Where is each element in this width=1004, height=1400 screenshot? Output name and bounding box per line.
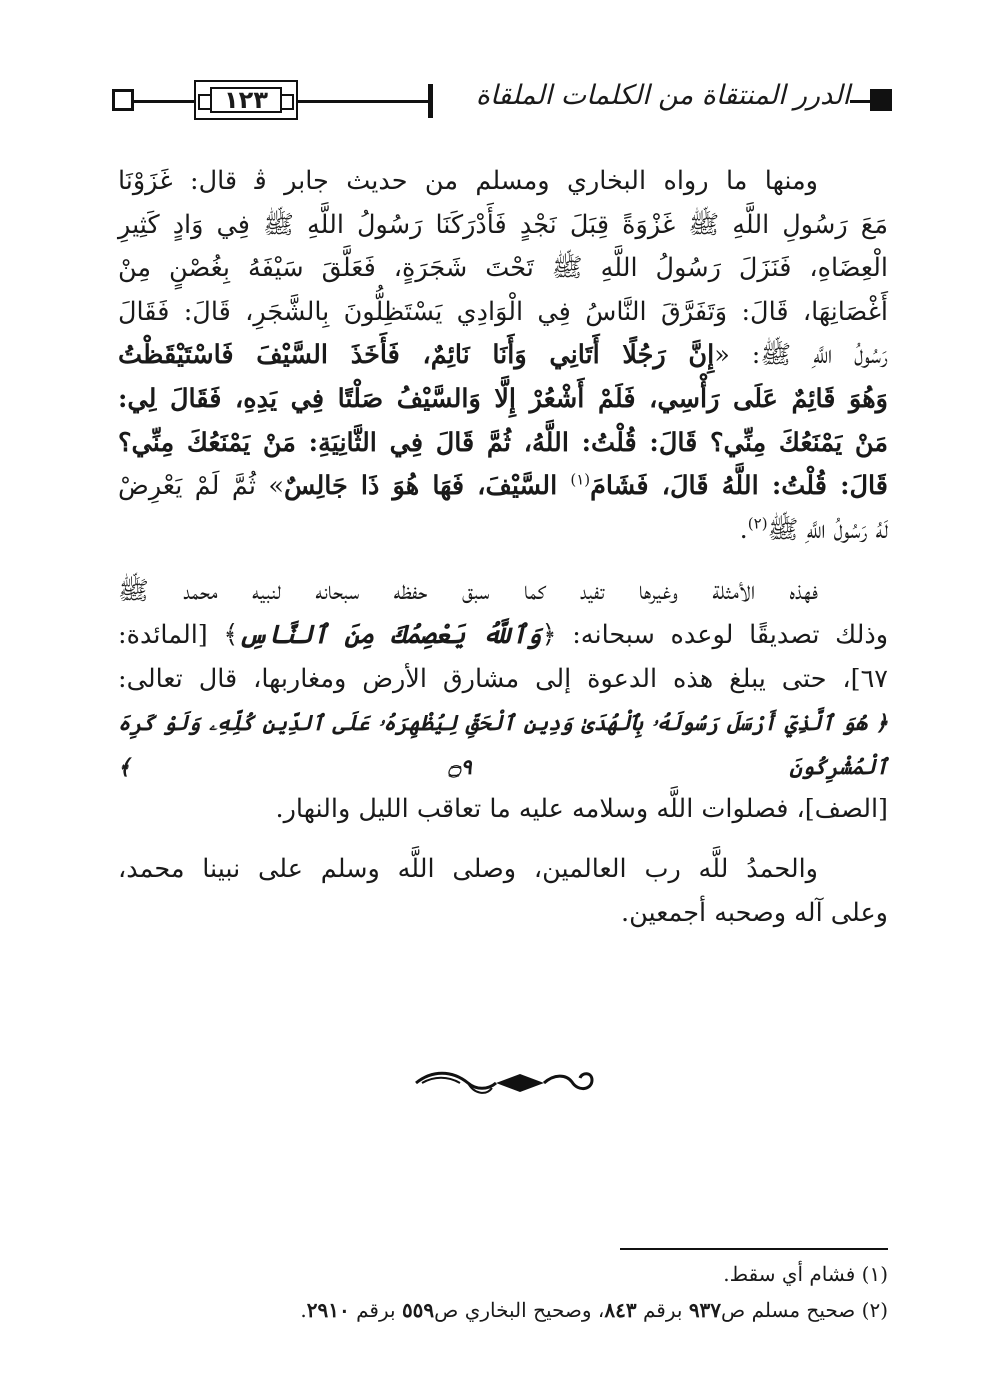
footnote-ref[interactable]: (٢) bbox=[747, 514, 768, 533]
text-segment: برقم bbox=[349, 1298, 402, 1322]
header-divider-bar bbox=[428, 84, 433, 118]
text-line: ٦٧]، حتى يبلغ هذه الدعوة إلى مشارق الأرض ومغاربها، قال تعالى: bbox=[118, 663, 888, 694]
footnote-separator bbox=[620, 1248, 888, 1250]
text-line: [الصف]، فصلوات اللَّه وسلامه عليه ما تعاقب الليل والنهار. bbox=[275, 794, 888, 825]
header-rule-left bbox=[134, 100, 194, 103]
page-body bbox=[118, 160, 888, 935]
text-segment: ﴾ [المائدة: bbox=[118, 619, 239, 650]
page-ref: ٩٣٧ bbox=[688, 1298, 722, 1322]
text-line: ومنها ما رواه البخاري ومسلم من حديث جابر ﭬ قال: غَزَوْنَا bbox=[118, 166, 818, 196]
footnote-2 bbox=[128, 1292, 888, 1328]
text-line: أَغْصَانِهَا، قَالَ: وَتَفَرَّقَ النَّاسُ فِي الْوَادِي يَسْتَظِلُّونَ بِالشَّجَرِ، قَالَ: فَقَالَ bbox=[118, 296, 888, 327]
header-rule-middle bbox=[298, 100, 428, 103]
text-line: مَعَ رَسُولِ اللَّهِ ﷺ غَزْوَةً قِبَلَ نَجْدٍ فَأَدْرَكَنَا رَسُولُ اللَّهِ ﷺ فِي وَادٍ كَثِيرِ bbox=[118, 209, 888, 240]
hadith-number: ٨٤٣ bbox=[604, 1298, 637, 1322]
text-line bbox=[118, 334, 888, 378]
text-segment: . bbox=[739, 514, 748, 545]
page-ref: ٥٥٩ bbox=[401, 1298, 435, 1322]
hadith-quote: إِنَّ رَجُلًا أَتَانِي وَأَنَا نَائِمٌ، فَأَخَذَ السَّيْفَ فَاسْتَيْقَظْتُ bbox=[118, 340, 715, 371]
text-segment: . bbox=[300, 1298, 307, 1322]
header-rule-right bbox=[850, 100, 870, 103]
quran-verse-line: ﴿ هُوَ ٱلَّذِيٓ أَرْسَلَ رَسُولَهُۥ بِٱلْهُدَىٰ وَدِينِ ٱلْحَقِّ لِيُظْهِرَهُۥ عَلَى ٱلدِّينِ كُلِّهِۦ وَلَوْ كَرِهَ ٱلْمُشْرِكُونَ ۝٩ ﴾ bbox=[118, 710, 888, 779]
text-line: الْعِضَاهِ، فَنَزَلَ رَسُولُ اللَّهِ ﷺ تَحْتَ شَجَرَةٍ، فَعَلَّقَ سَيْفَهُ بِغُصْنٍ مِنْ bbox=[118, 253, 888, 284]
frame-knot-left bbox=[198, 94, 212, 110]
hadith-quote-line: مَنْ يَمْنَعُكَ مِنِّي؟ قَالَ: قُلْتُ: اللَّهُ، ثُمَّ قَالَ فِي الثَّانِيَةِ: مَنْ يَمْنَعُكَ مِنِّي؟ bbox=[118, 427, 888, 458]
text-line bbox=[118, 614, 888, 658]
text-segment: وذلك تصديقًا لوعده سبحانه: ﴿ bbox=[541, 619, 889, 650]
header-square-outline bbox=[112, 89, 134, 111]
text-line: والحمدُ للَّه رب العالمين، وصلى اللَّه وسلم على نبينا محمد، bbox=[118, 853, 818, 884]
text-line bbox=[118, 465, 888, 509]
hadith-quote: قَالَ: قُلْتُ: اللَّهُ قَالَ، فَشَامَ bbox=[590, 471, 888, 502]
text-line bbox=[118, 509, 888, 553]
hadith-number: ٢٩١٠ bbox=[306, 1298, 350, 1322]
book-title: الدرر المنتقاة من الكلمات الملقاة bbox=[475, 80, 850, 111]
frame-knot-right bbox=[280, 94, 294, 110]
text-segment: برقم bbox=[636, 1298, 689, 1322]
footnotes bbox=[128, 1256, 888, 1328]
text-line: فهذه الأمثلة وغيرها تفيد كما سبق حفظه سبحانه لنبيه محمد ﷺ bbox=[118, 576, 818, 607]
commentary-paragraph bbox=[118, 570, 888, 832]
closing-paragraph bbox=[118, 848, 888, 935]
running-header bbox=[112, 78, 892, 126]
page-number-frame bbox=[194, 80, 298, 120]
page-number: ١٢٣ bbox=[224, 86, 268, 114]
hadith-quote: السَّيْفَ، فَهَا هُوَ ذَا جَالِسٌ bbox=[283, 471, 571, 502]
header-square-filled bbox=[870, 89, 892, 111]
hadith-quote-line: وَهُوَ قَائِمٌ عَلَى رَأْسِي، فَلَمْ أَشْعُرْ إِلَّا وَالسَّيْفُ صَلْتًا فِي يَدِهِ، فَقَالَ لِي: bbox=[118, 383, 888, 414]
end-ornament-icon bbox=[412, 1066, 596, 1100]
text-segment: (٢) صحيح مسلم ص bbox=[721, 1298, 888, 1322]
hadith-intro: رَسُولُ اللَّهِ ﷺ: « bbox=[714, 340, 888, 371]
text-segment: لَهُ رَسُولُ اللَّهِ ﷺ bbox=[767, 514, 888, 545]
text-line: وعلى آله وصحبه أجمعين. bbox=[621, 897, 888, 928]
footnote-ref[interactable]: (١) bbox=[570, 470, 591, 489]
text-segment: ، وصحيح البخاري ص bbox=[434, 1298, 605, 1322]
quran-verse: وَٱللَّهُ يَعْصِمُكَ مِنَ ٱلنَّاسِ bbox=[238, 619, 542, 650]
footnote-1: (١) فشام أي سقط. bbox=[723, 1262, 888, 1286]
hadith-paragraph bbox=[118, 160, 888, 552]
hadith-tail: » ثُمَّ لَمْ يَعْرِضْ bbox=[118, 471, 284, 502]
